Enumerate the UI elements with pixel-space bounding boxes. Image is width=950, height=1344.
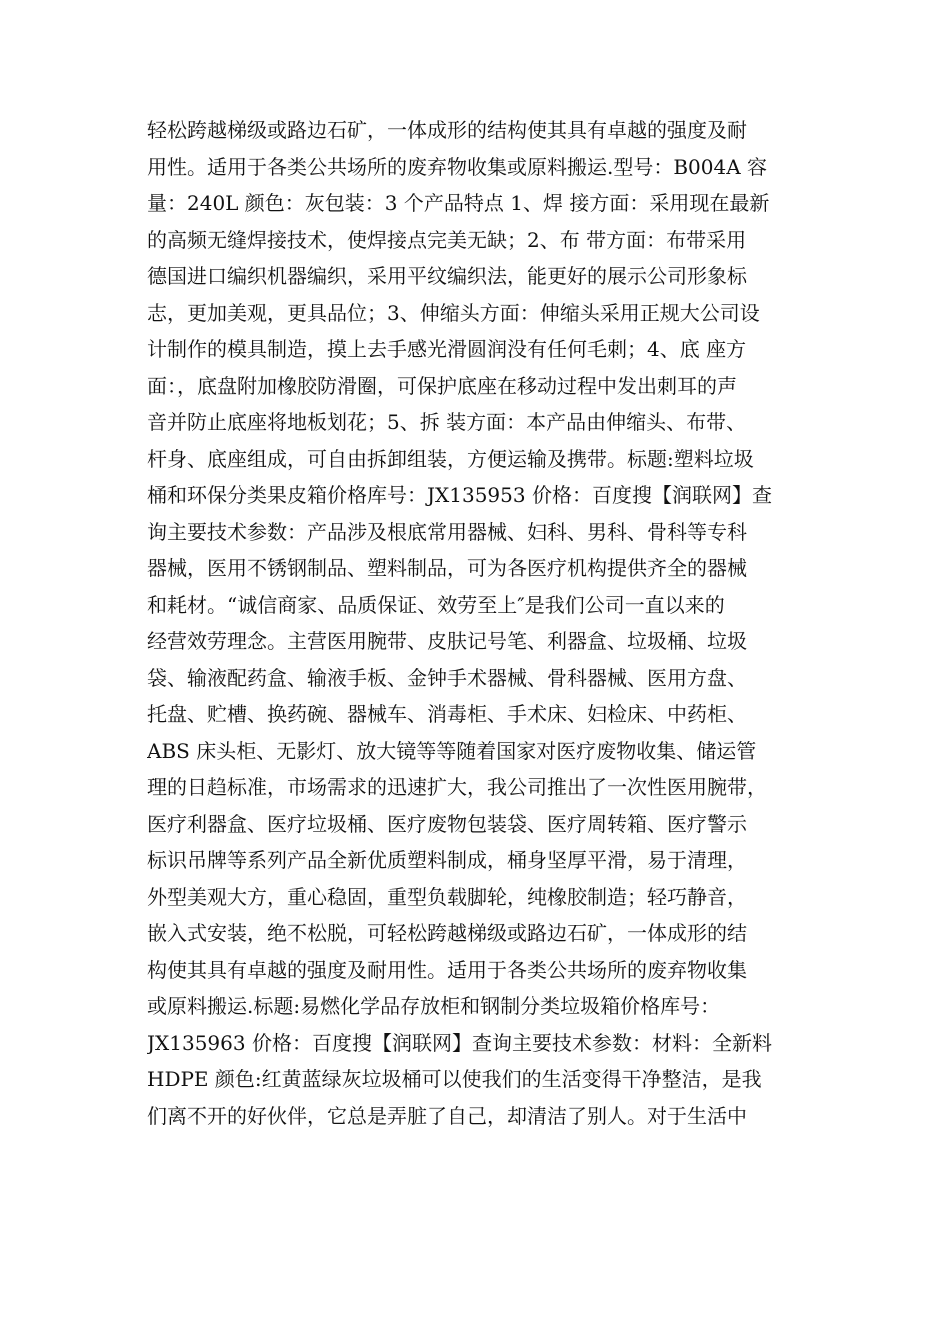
text-line: 计制作的模具制造，摸上去手感光滑圆润没有任何毛刺；4、底 座方 — [147, 337, 747, 361]
text-line: 构使其具有卓越的强度及耐用性。适用于各类公共场所的废弃物收集 — [147, 957, 747, 982]
text-line: 托盘、贮槽、换药碗、器械车、消毒柜、手术床、妇检床、中药柜、 — [147, 702, 747, 726]
text-line: ABS 床头柜、无影灯、放大镜等等随着国家对医疗废物收集、储运管 — [147, 738, 757, 763]
text-line: 志，更加美观，更具品位；3、伸缩头方面：伸缩头采用正规大公司设 — [147, 300, 760, 325]
text-line: 音并防止底座将地板划花；5、拆 装方面：本产品由伸缩头、布带、 — [147, 410, 747, 434]
text-line: 们离不开的好伙伴，它总是弄脏了自己，却清洁了别人。对于生活中 — [147, 1103, 747, 1128]
text-line: 的高频无缝焊接技术，使焊接点完美无缺；2、布 带方面：布带采用 — [147, 227, 747, 252]
text-line: 袋、输液配药盒、输液手板、金钟手术器械、骨科器械、医用方盘、 — [147, 665, 747, 690]
text-line: 轻松跨越梯级或路边石矿，一体成形的结构使其具有卓越的强度及耐 — [147, 118, 747, 142]
text-line: 询主要技术参数：产品涉及根底常用器械、妇科、男科、骨科等专科 — [147, 519, 747, 544]
body-text — [147, 112, 807, 1134]
text-line: 经营效劳理念。主营医用腕带、皮肤记号笔、利器盒、垃圾桶、垃圾 — [147, 629, 747, 653]
text-line: 杆身、底座组成，可自由拆卸组装，方便运输及携带。标题:塑料垃圾 — [147, 446, 754, 471]
text-line: 嵌入式安装，绝不松脱，可轻松跨越梯级或路边石矿，一体成形的结 — [147, 921, 747, 945]
text-line: 或原料搬运.标题:易燃化学品存放柜和钢制分类垃圾箱价格库号： — [147, 994, 721, 1018]
text-line: JX135963 价格：百度搜【润联网】查询主要技术参数：材料：全新料 — [147, 1030, 772, 1055]
text-line: 和耗材。“诚信商家、品质保证、效劳至上″是我们公司一直以来的 — [147, 592, 725, 617]
text-line: 标识吊牌等系列产品全新优质塑料制成，桶身坚厚平滑，易于清理， — [147, 848, 747, 872]
text-line: 量：240L 颜色：灰包装：3 个产品特点 1、焊 接方面：采用现在最新 — [147, 191, 770, 215]
text-line: HDPE 颜色:红黄蓝绿灰垃圾桶可以使我们的生活变得干净整洁，是我 — [147, 1067, 762, 1091]
text-line: 理的日趋标准，市场需求的迅速扩大，我公司推出了一次性医用腕带， — [147, 775, 767, 799]
text-line: 德国进口编织机器编织，采用平纹编织法，能更好的展示公司形象标 — [147, 264, 747, 288]
text-line: 器械，医用不锈钢制品、塑料制品，可为各医疗机构提供齐全的器械 — [147, 556, 747, 580]
text-line: 医疗利器盒、医疗垃圾桶、医疗废物包装袋、医疗周转箱、医疗警示 — [147, 811, 747, 836]
text-line: 桶和环保分类果皮箱价格库号：JX135953 价格：百度搜【润联网】查 — [147, 483, 772, 507]
text-line: 外型美观大方，重心稳固，重型负载脚轮，纯橡胶制造；轻巧静音， — [147, 884, 747, 909]
text-line: 用性。适用于各类公共场所的废弃物收集或原料搬运.型号：B004A 容 — [147, 154, 768, 179]
text-line: 面：，底盘附加橡胶防滑圈，可保护底座在移动过程中发出刺耳的声 — [147, 373, 737, 398]
